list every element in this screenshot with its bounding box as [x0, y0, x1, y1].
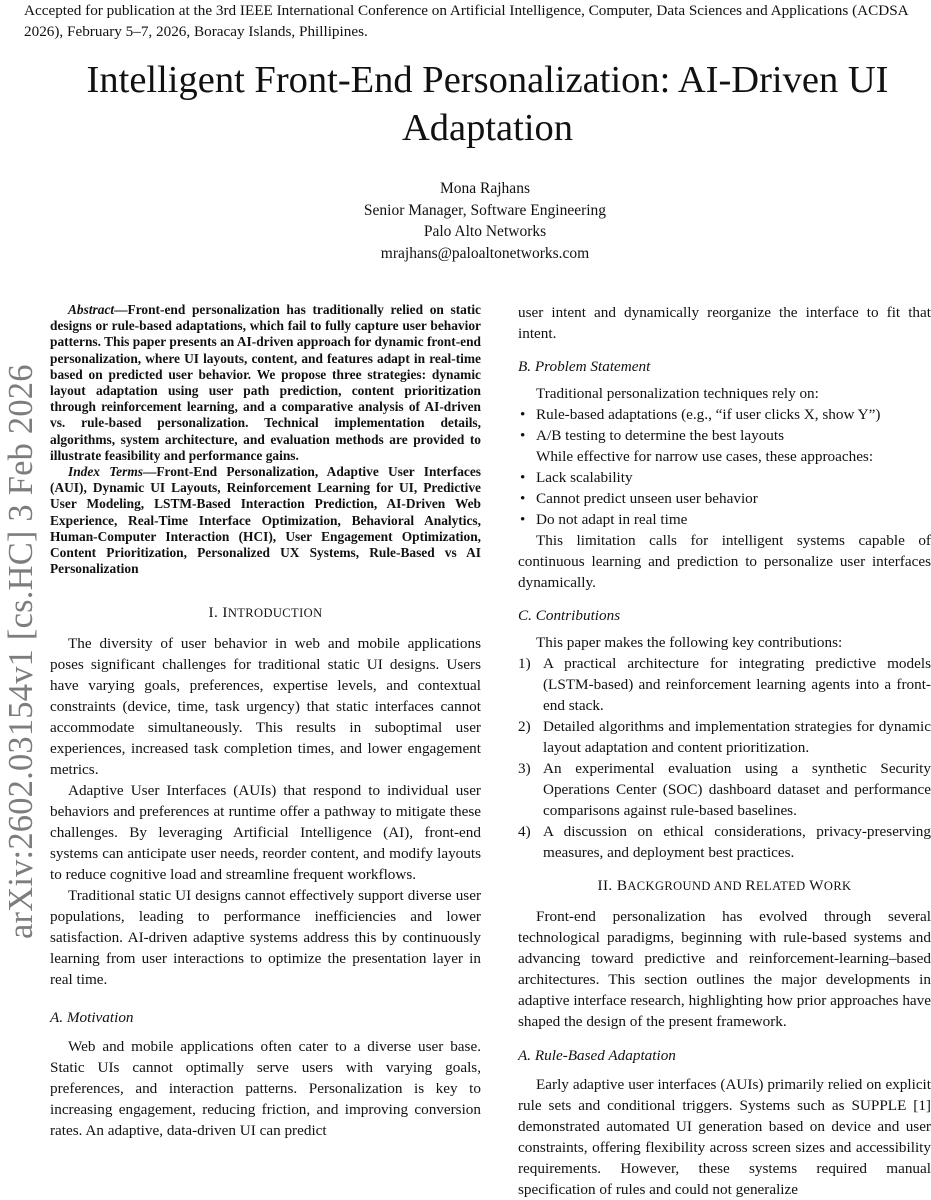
abstract-label: Abstract: [68, 302, 115, 317]
subsection-heading-problem: B. Problem Statement: [518, 358, 651, 375]
intro-paragraph: Adaptive User Interfaces (AUIs) that respond to individual user behaviors and preferences at runtime offer a pathway to mitigate these challenges. By leveraging Artificial Intelligence (AI), front-end systems can anticipate user needs, reorder content, and modify layouts to reduce cognitive load and streamline frequent workflows.: [50, 782, 481, 884]
heading-initial: W: [809, 877, 824, 894]
index-terms-text: —Front-End Personalization, Adaptive User Interfaces (AUI), Dynamic UI Layouts, Reinforcement Learning for UI, Predictive User Modeling, LSTM-Based Interaction Prediction, AI-Driven Web Experience, Real-Time Interface Optimization, Behavioral Analytics, Human-Computer Interaction (HCI), User Engagement Optimization, Content Prioritization, Personalized UX Systems, Rule-Based vs AI Personalization: [50, 464, 481, 577]
list-text: A discussion on ethical considerations, privacy-preserving measures, and deployment best practices.: [543, 823, 931, 861]
heading-smallcaps: NTRODUCTION: [227, 606, 323, 621]
section-number: I.: [208, 604, 219, 622]
list-number: 1): [518, 655, 531, 672]
index-terms-label: Index Terms: [68, 464, 143, 480]
rule-based-paragraph: Early adaptive user interfaces (AUIs) primarily relied on explicit rule sets and conditional triggers. Systems such as SUPPLE [1] demonstrated automated UI generation based on device and user constraints, offering flexibility across screen sizes and accessibility requirements. However, these systems required manual specification of rules and could not generalize: [518, 1076, 931, 1198]
list-item: • Lack scalability: [518, 467, 931, 488]
index-terms: [50, 464, 481, 577]
list-number: 4): [518, 823, 531, 840]
motivation-continued: user intent and dynamically reorganize the interface to fit that intent.: [518, 304, 931, 342]
author-email[interactable]: mrajhans@paloaltonetworks.com: [380, 244, 590, 262]
list-item: • Do not adapt in real time: [518, 509, 931, 530]
publication-notice: Accepted for publication at the 3rd IEEE International Conference on Artificial Intelligence, Computer, Data Sciences and Applications (ACDSA 2026), February 5–7, 2026, Boracay Islands, Phillipines.: [24, 2, 908, 40]
abstract-text: —Front-end personalization has traditionally relied on static designs or rule-based adaptations, which fail to fully capture user behavior patterns. This paper presents an AI-driven approach for dynamic front-end personalization, where UI layouts, content, and features adapt in real-time based on predicted user behavior. We propose three strategies: dynamic layout adaptation using user path prediction, content prioritization through reinforcement learning, and a comparative analysis of AI-driven vs. rule-based personalization. Technical implementation details, algorithms, system architecture, and evaluation methods are provided to illustrate feasibility and performance gains.: [50, 302, 481, 463]
problem-list-2: [518, 467, 931, 530]
abstract: [50, 302, 481, 464]
section-heading-introduction: [50, 602, 481, 624]
list-item: • A/B testing to determine the best layouts: [518, 425, 931, 446]
intro-paragraph: Traditional static UI designs cannot effectively support diverse user populations, leading to performance inefficiencies and lower satisfaction. AI-driven adaptive systems address this by continuously learning from user interactions to optimize the presentation layer in real time.: [50, 887, 481, 989]
list-number: 3): [518, 760, 531, 777]
heading-initial: B: [616, 877, 628, 894]
list-item: [518, 653, 931, 716]
list-item: • Cannot predict unseen user behavior: [518, 488, 931, 509]
list-text: A practical architecture for integrating predictive models (LSTM-based) and reinforcement learning agents into a front-end stack.: [543, 655, 931, 714]
heading-initial: R: [745, 877, 756, 894]
heading-smallcaps: ACKGROUND AND: [627, 879, 746, 893]
background-paragraph: Front-end personalization has evolved through several technological paradigms, beginning with rule-based systems and advancing toward predictive and reinforcement-learning–based architectures. This section outlines the major developments in adaptive interface research, highlighting how prior approaches have shaped the design of the present framework.: [518, 908, 931, 1030]
problem-intro: Traditional personalization techniques rely on:: [536, 385, 819, 402]
author-role: Senior Manager, Software Engineering: [363, 201, 607, 219]
subsection-heading-motivation: A. Motivation: [50, 1009, 134, 1027]
list-item: [518, 821, 931, 863]
contributions-list: [518, 653, 931, 863]
author-name: Mona Rajhans: [440, 180, 530, 197]
author-block: [300, 178, 670, 264]
list-item: [518, 758, 931, 821]
heading-initial: I: [222, 604, 228, 622]
heading-smallcaps: ELATED: [756, 879, 810, 893]
problem-end: This limitation calls for intelligent systems capable of continuous learning and prediction to personalize user interfaces dynamically.: [518, 532, 931, 591]
paper-title: Intelligent Front-End Personalization: AI-Driven UI Adaptation: [86, 59, 889, 149]
list-item: [518, 716, 931, 758]
arxiv-identifier[interactable]: arXiv:2602.03154v1 [cs.HC] 3 Feb 2026: [2, 364, 40, 939]
section-number: II.: [597, 877, 613, 894]
list-text: An experimental evaluation using a synthetic Security Operations Center (SOC) dashboard dataset and performance comparisons against rule-based baselines.: [543, 760, 931, 819]
list-text: Detailed algorithms and implementation strategies for dynamic layout adaptation and content prioritization.: [543, 718, 931, 756]
section-heading-background: [518, 875, 931, 897]
subsection-heading-contributions: C. Contributions: [518, 607, 621, 624]
problem-mid: While effective for narrow use cases, these approaches:: [536, 448, 874, 465]
list-number: 2): [518, 718, 531, 735]
subsection-heading-rule-based: A. Rule-Based Adaptation: [518, 1047, 676, 1064]
contributions-intro: This paper makes the following key contributions:: [536, 634, 843, 651]
left-column: [50, 302, 481, 1141]
heading-smallcaps: ORK: [823, 879, 852, 893]
problem-list: [518, 404, 931, 446]
motivation-paragraph: Web and mobile applications often cater to a diverse user base. Static UIs cannot optimally serve users with varying goals, preferences, and interaction patterns. Personalization is key to increasing engagement, reducing friction, and improving conversion rates. An adaptive, data-driven UI can predict: [50, 1038, 481, 1140]
right-column: [518, 302, 931, 1200]
intro-paragraph: The diversity of user behavior in web and mobile applications poses significant challenges for traditional static UI designs. Users have varying goals, preferences, expertise levels, and contextual constraints (device, time, task urgency) that static interfaces cannot accommodate simultaneously. This results in suboptimal user experiences, increased task completion times, and lower engagement metrics.: [50, 635, 481, 779]
author-organization: Palo Alto Networks: [423, 223, 547, 240]
list-item: • Rule-based adaptations (e.g., “if user clicks X, show Y”): [518, 404, 931, 425]
